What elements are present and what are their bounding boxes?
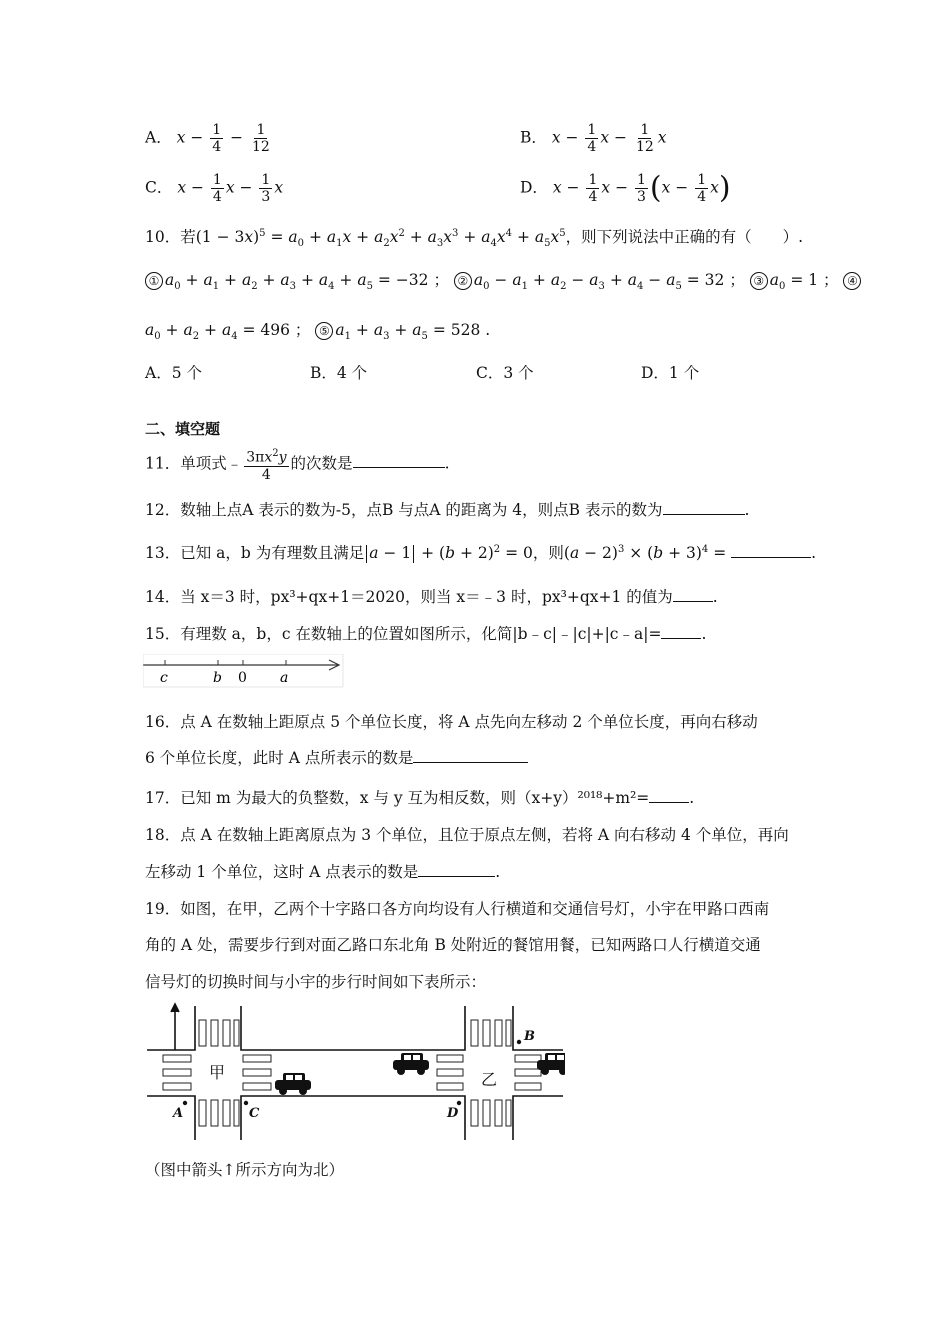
q10-statements-line1: ① $a_0 + a_1 + a_2 + a_3 + a_4 + a_5 = -32$ ； ② $a_0 - a_1 + a_2 - a_3 + a_4 - a_5 = 32$ ； ③ $a_0 = 1$ ； ④ — [145, 268, 863, 292]
q16-line1: 16．点 A 在数轴上距原点 5 个单位长度，将 A 点先向左移动 2 个单位长度，再向右移动 — [145, 713, 758, 731]
q9-option-c: C． x − $\frac{1}{4}$ x − $\frac{1}{3}$ x — [145, 172, 284, 205]
intersection-jia-label: 甲 — [209, 1063, 226, 1082]
q9-option-d: D． x − $\frac{1}{4}$ x − $\frac{1}{3}$ (x − $\frac{1}{4}$ x) — [520, 170, 731, 206]
point-D-label: D — [447, 1106, 459, 1121]
label-b: b — [213, 670, 222, 686]
point-A-label: A — [173, 1106, 184, 1121]
point-C-marker — [244, 1101, 248, 1105]
label-a: a — [280, 670, 289, 686]
q10-stem: 10．若$(1 - 3x)^5 = a_0 + a_1x + a_2x^2 + a_3x^3 + a_4x^4 + a_5x^5$，则下列说法中正确的有（ ）. — [145, 227, 804, 250]
q19-line2: 角的 A 处，需要步行到对面乙路口东北角 B 处附近的餐馆用餐，已知两路口人行横道交通 — [145, 936, 761, 954]
q19-caption: （图中箭头↑所示方向为北） — [145, 1161, 344, 1179]
section-heading: 二、填空题 — [145, 420, 221, 438]
q18-line2: 左移动 1 个单位，这时 A 点表示的数是 . — [145, 863, 501, 881]
label-c: c — [160, 670, 168, 686]
q17: 17．已知 m 为最大的负整数，x 与 y 互为相反数，则（x+y）²⁰¹⁸+m²= . — [145, 789, 695, 807]
q10-expansion: $(1 - 3x)^5 = a_0 + a_1x + a_2x^2 + a_3x^3 + a_4x^4 + a_5x^5$ — [195, 227, 566, 250]
point-A-marker — [183, 1101, 187, 1105]
q10-statements-line2: $a_0 + a_2 + a_4 = 496$ ； ⑤ $a_1 + a_3 + a_5 = 528$ . — [145, 321, 491, 343]
q18-line1: 18．点 A 在数轴上距离原点为 3 个单位，且位于原点左侧，若将 A 向右移动 4 个单位，再向 — [145, 826, 789, 844]
q13: 13．已知 a，b 为有理数且满足 $a - 1 + (b + 2)^2 = 0$，则$(a - 2)^3 \times (b + 3)^4$ = . — [145, 543, 817, 562]
q11: 11．单项式﹣ $\frac{3\pi x^2y}{4}$ 的次数是 . — [145, 448, 450, 483]
q12: 12．数轴上点A 表示的数为-5，点B 与点A 的距离为 4，则点B 表示的数为 . — [145, 501, 750, 519]
q19-line3: 信号灯的切换时间与小宇的步行时间如下表所示： — [145, 973, 487, 991]
q9-option-b: B． x − $\frac{1}{4}$ x − $\frac{1}{12}$ x — [520, 122, 667, 155]
q14: 14．当 x＝3 时，px³+qx+1＝2020，则当 x＝﹣3 时，px³+qx+1 的值为 . — [145, 588, 718, 606]
label-zero: 0 — [238, 670, 247, 686]
point-B-marker — [517, 1040, 521, 1044]
q10-option-a: A．5 个 — [145, 364, 202, 382]
point-C-label: C — [249, 1106, 260, 1121]
q19-intersection-map — [145, 1000, 565, 1145]
q9-option-a: A． x − $\frac{1}{4}$ − $\frac{1}{12}$ — [145, 122, 270, 155]
car-1 — [275, 1073, 311, 1095]
q10-option-d: D．1 个 — [641, 364, 700, 382]
point-B-label: B — [524, 1029, 535, 1044]
q11-monomial: $\frac{3\pi x^2y}{4}$ — [246, 448, 287, 483]
q16-line2: 6 个单位长度，此时 A 点所表示的数是 — [145, 746, 528, 768]
q10-option-b: B．4 个 — [310, 364, 368, 382]
q19-line1: 19．如图，在甲，乙两个十字路口各方向均设有人行横道和交通信号灯，小宇在甲路口西南 — [145, 900, 770, 918]
q15: 15．有理数 a，b，c 在数轴上的位置如图所示，化简|b﹣c|﹣|c|+|c﹣a|= . — [145, 625, 707, 643]
q10-option-c: C．3 个 — [476, 364, 534, 382]
point-D-marker — [457, 1101, 461, 1105]
intersection-yi-label: 乙 — [481, 1070, 498, 1089]
q15-number-line — [143, 654, 345, 688]
car-2 — [393, 1053, 429, 1075]
